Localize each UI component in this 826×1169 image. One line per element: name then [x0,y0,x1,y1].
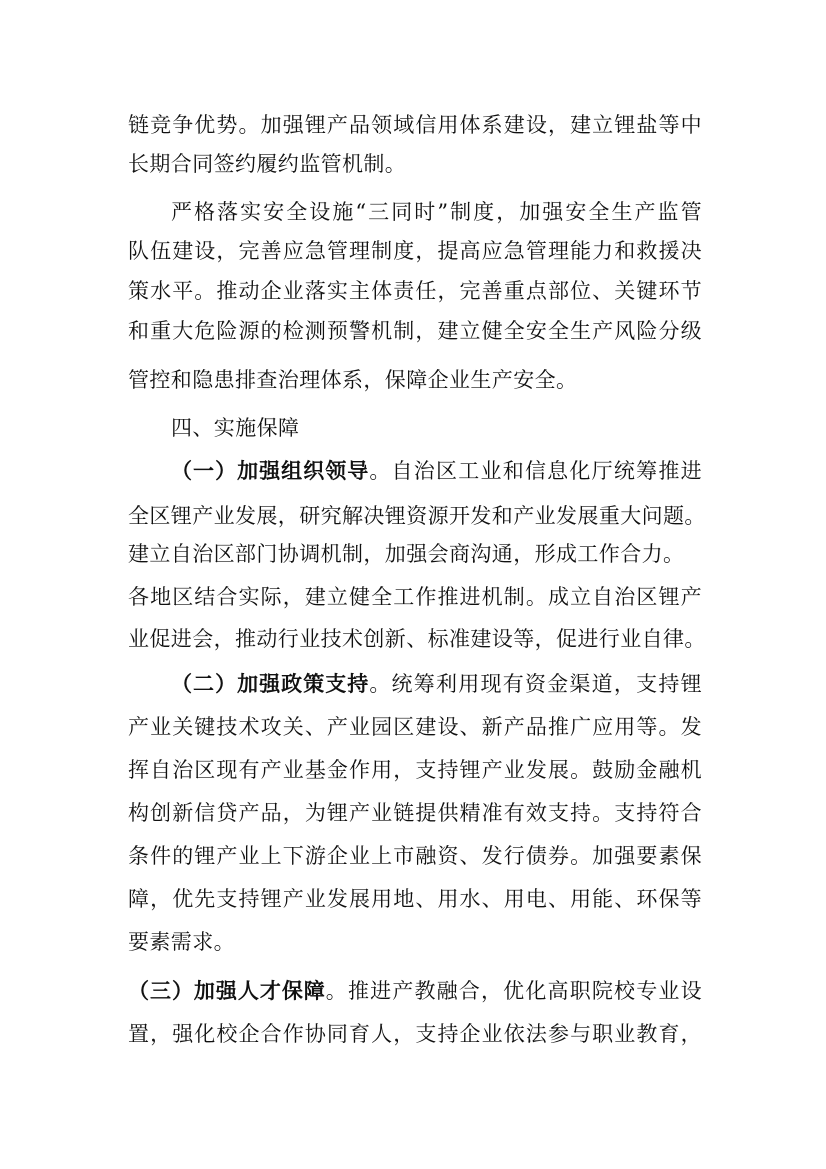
text-line: 要素需求。 [128,930,235,954]
text-line: 策水平。推动企业落实主体责任，完善重点部位、关键环节 [128,279,702,303]
text-span: 。推进产教融合，优化高职院校专业设 [325,979,702,1003]
text-line: 长期合同签约履约监管机制。 [128,152,407,176]
text-line: 障，优先支持锂产业发展用地、用水、用电、用能、环保等 [128,887,702,911]
text-line: 全区锂产业发展，研究解决锂资源开发和产业发展重大问题。 [128,504,706,528]
text-line: 和重大危险源的检测预警机制，建立健全安全生产风险分级 [128,319,702,343]
text-line: 各地区结合实际，建立健全工作推进机制。成立自治区锂产 [128,585,702,609]
text-line [171,456,702,486]
text-line: 业促进会，推动行业技术创新、标准建设等，促进行业自律。 [128,627,706,651]
text-line: 条件的锂产业上下游企业上市融资、发行债券。加强要素保 [128,844,702,868]
text-line: 链竞争优势。加强锂产品领域信用体系建设，建立锂盐等中 [128,113,702,137]
subsection-title: （二）加强政策支持 [171,672,370,696]
text-line: 建立自治区部门协调机制，加强会商沟通，形成工作合力。 [128,542,685,566]
text-line: 管控和隐患排查治理体系，保障企业生产安全。 [128,368,578,392]
text-span: 。统筹利用现有资金渠道，支持锂 [369,672,702,696]
text-line: 挥自治区现有产业基金作用，支持锂产业发展。鼓励金融机 [128,758,702,782]
subsection-title: （一）加强组织领导 [171,459,370,483]
text-line: 构创新信贷产品，为锂产业链提供精准有效支持。支持符合 [128,801,702,825]
section-heading: 四、实施保障 [171,416,300,440]
text-line: 队伍建设，完善应急管理制度，提高应急管理能力和救援决 [128,239,702,263]
text-line: 产业关键技术攻关、产业园区建设、新产品推广应用等。发 [128,715,702,739]
text-line: 严格落实安全设施“三同时”制度，加强安全生产监管 [171,200,702,224]
subsection-title: （三）加强人才保障 [128,979,326,1003]
text-line: 置，强化校企合作协同育人，支持企业依法参与职业教育， [128,1022,702,1046]
text-line [171,669,702,699]
text-span: 。自治区工业和信息化厅统筹推进 [369,459,702,483]
text-line [128,976,702,1006]
